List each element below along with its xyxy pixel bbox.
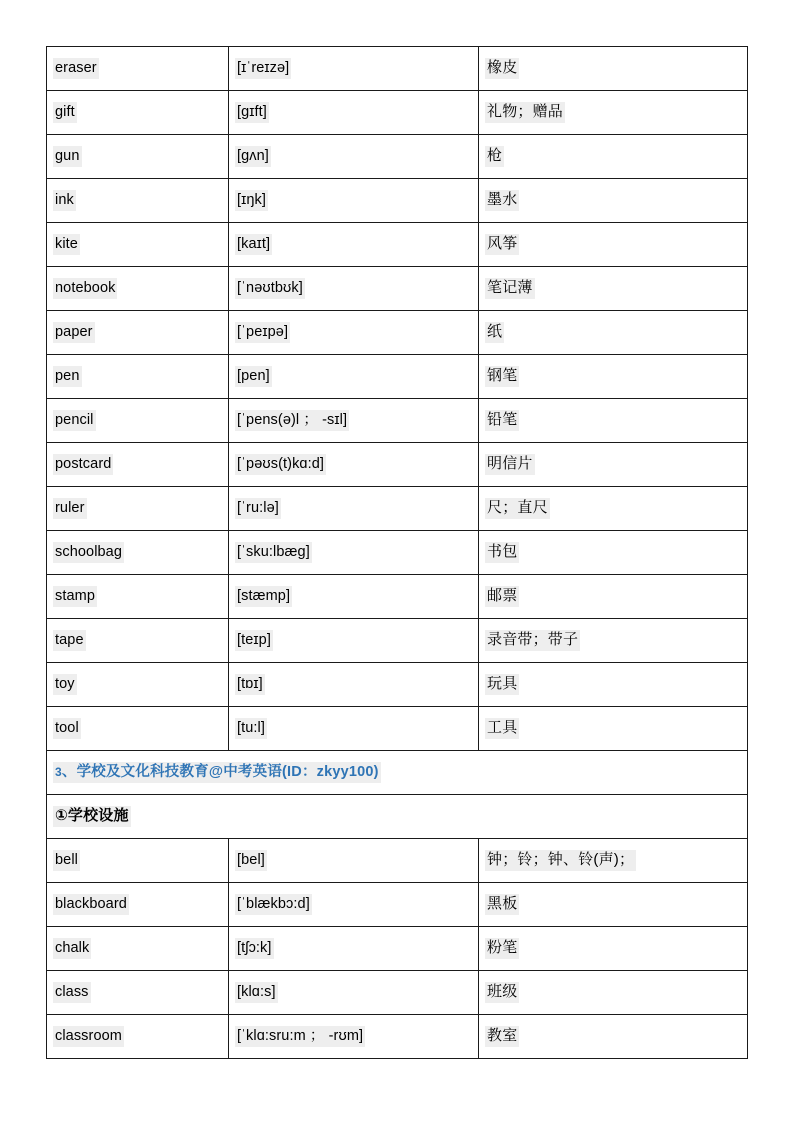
table-row — [47, 531, 748, 575]
word-text: class — [53, 982, 91, 1003]
cell-meaning — [479, 971, 748, 1015]
cell-phonetic — [229, 179, 479, 223]
word-text: chalk — [53, 938, 91, 959]
meaning-text: 礼物；赠品 — [485, 102, 565, 124]
word-text: ink — [53, 190, 76, 211]
cell-phonetic — [229, 47, 479, 91]
cell-phonetic — [229, 663, 479, 707]
word-text: notebook — [53, 278, 117, 299]
cell-phonetic — [229, 619, 479, 663]
meaning-text: 书包 — [485, 542, 519, 564]
table-row — [47, 355, 748, 399]
cell-phonetic — [229, 575, 479, 619]
phonetic-text: [stæmp] — [235, 586, 292, 607]
table-row — [47, 883, 748, 927]
cell-phonetic — [229, 223, 479, 267]
word-text: toy — [53, 674, 77, 695]
cell-meaning — [479, 179, 748, 223]
meaning-text: 钢笔 — [485, 366, 519, 388]
word-text: paper — [53, 322, 95, 343]
phonetic-text: [ˈpəʊs(t)kɑ:d] — [235, 454, 326, 475]
cell-meaning — [479, 839, 748, 883]
cell-phonetic — [229, 1015, 479, 1059]
cell-meaning — [479, 267, 748, 311]
cell-meaning — [479, 927, 748, 971]
cell-meaning — [479, 883, 748, 927]
cell-word — [47, 619, 229, 663]
phonetic-text: [ˈnəʊtbʊk] — [235, 278, 305, 299]
cell-meaning — [479, 663, 748, 707]
meaning-text: 邮票 — [485, 586, 519, 608]
cell-word — [47, 47, 229, 91]
meaning-text: 教室 — [485, 1026, 519, 1048]
cell-meaning — [479, 531, 748, 575]
section-heading-text — [53, 762, 381, 783]
word-text: blackboard — [53, 894, 129, 915]
word-text: tape — [53, 630, 86, 651]
cell-word — [47, 707, 229, 751]
section-heading-row — [47, 751, 748, 795]
table-row — [47, 443, 748, 487]
cell-word — [47, 663, 229, 707]
subsection-heading-row — [47, 795, 748, 839]
subsection-heading-text: ①学校设施 — [53, 806, 131, 828]
meaning-text: 工具 — [485, 718, 519, 740]
phonetic-text: [pen] — [235, 366, 272, 387]
cell-section-heading — [47, 751, 748, 795]
cell-meaning — [479, 399, 748, 443]
meaning-text: 粉笔 — [485, 938, 519, 960]
cell-word — [47, 575, 229, 619]
word-text: gun — [53, 146, 82, 167]
meaning-text: 尺；直尺 — [485, 498, 550, 520]
word-text: pen — [53, 366, 82, 387]
table-row — [47, 223, 748, 267]
cell-word — [47, 487, 229, 531]
table-row — [47, 311, 748, 355]
cell-word — [47, 839, 229, 883]
cell-phonetic — [229, 707, 479, 751]
cell-word — [47, 223, 229, 267]
word-text: stamp — [53, 586, 97, 607]
cell-word — [47, 971, 229, 1015]
cell-word — [47, 883, 229, 927]
vocabulary-table-body — [47, 47, 748, 1059]
cell-phonetic — [229, 399, 479, 443]
word-text: gift — [53, 102, 77, 123]
cell-meaning — [479, 443, 748, 487]
vocabulary-table — [46, 46, 748, 1059]
table-row — [47, 839, 748, 883]
cell-meaning — [479, 47, 748, 91]
cell-meaning — [479, 311, 748, 355]
cell-word — [47, 135, 229, 179]
cell-meaning — [479, 355, 748, 399]
cell-phonetic — [229, 267, 479, 311]
meaning-text: 枪 — [485, 146, 504, 168]
phonetic-text: [ˈblækbɔ:d] — [235, 894, 312, 915]
cell-phonetic — [229, 91, 479, 135]
phonetic-text: [gɪft] — [235, 102, 269, 123]
phonetic-text: [ˈklɑ:sru:m ； -rʊm] — [235, 1026, 365, 1047]
table-row — [47, 487, 748, 531]
word-text: postcard — [53, 454, 113, 475]
phonetic-text: [ɪŋk] — [235, 190, 268, 211]
table-row — [47, 619, 748, 663]
cell-word — [47, 91, 229, 135]
cell-word — [47, 531, 229, 575]
cell-meaning — [479, 223, 748, 267]
word-text: pencil — [53, 410, 96, 431]
phonetic-text: [gʌn] — [235, 146, 271, 167]
meaning-text: 墨水 — [485, 190, 519, 212]
meaning-text: 橡皮 — [485, 58, 519, 80]
cell-meaning — [479, 707, 748, 751]
cell-phonetic — [229, 135, 479, 179]
cell-phonetic — [229, 355, 479, 399]
phonetic-text: [teɪp] — [235, 630, 273, 651]
cell-phonetic — [229, 927, 479, 971]
cell-meaning — [479, 575, 748, 619]
table-row — [47, 135, 748, 179]
word-text: kite — [53, 234, 80, 255]
table-row — [47, 663, 748, 707]
cell-meaning — [479, 135, 748, 179]
phonetic-text: [ˈsku:lbæg] — [235, 542, 312, 563]
meaning-text: 班级 — [485, 982, 519, 1004]
cell-phonetic — [229, 883, 479, 927]
table-row — [47, 399, 748, 443]
table-row — [47, 267, 748, 311]
cell-word — [47, 355, 229, 399]
phonetic-text: [ˈpens(ə)l ； -sɪl] — [235, 410, 349, 431]
cell-phonetic — [229, 839, 479, 883]
meaning-text: 钟；铃；钟、铃(声)； — [485, 850, 636, 872]
meaning-text: 玩具 — [485, 674, 519, 696]
cell-meaning — [479, 619, 748, 663]
meaning-text: 明信片 — [485, 454, 535, 476]
cell-meaning — [479, 487, 748, 531]
phonetic-text: [bel] — [235, 850, 267, 871]
cell-phonetic — [229, 531, 479, 575]
word-text: schoolbag — [53, 542, 124, 563]
word-text: bell — [53, 850, 80, 871]
table-row — [47, 707, 748, 751]
table-row — [47, 91, 748, 135]
phonetic-text: [tʃɔ:k] — [235, 938, 274, 959]
cell-word — [47, 267, 229, 311]
phonetic-text: [ɪˈreɪzə] — [235, 58, 291, 79]
cell-word — [47, 927, 229, 971]
cell-phonetic — [229, 487, 479, 531]
table-row — [47, 179, 748, 223]
meaning-text: 纸 — [485, 322, 504, 344]
cell-phonetic — [229, 311, 479, 355]
meaning-text: 风筝 — [485, 234, 519, 256]
section-heading-label: 、学校及文化科技教育@中考英语(ID：zkyy100) — [61, 763, 379, 780]
cell-word — [47, 1015, 229, 1059]
meaning-text: 黑板 — [485, 894, 519, 916]
cell-phonetic — [229, 443, 479, 487]
cell-meaning — [479, 91, 748, 135]
word-text: tool — [53, 718, 81, 739]
cell-meaning — [479, 1015, 748, 1059]
table-row — [47, 1015, 748, 1059]
meaning-text: 录音带；带子 — [485, 630, 580, 652]
table-row — [47, 47, 748, 91]
cell-word — [47, 443, 229, 487]
table-row — [47, 575, 748, 619]
phonetic-text: [klɑ:s] — [235, 982, 278, 1003]
cell-word — [47, 399, 229, 443]
phonetic-text: [kaɪt] — [235, 234, 272, 255]
cell-phonetic — [229, 971, 479, 1015]
phonetic-text: [tɒɪ] — [235, 674, 265, 695]
cell-subsection-heading — [47, 795, 748, 839]
meaning-text: 笔记薄 — [485, 278, 535, 300]
word-text: ruler — [53, 498, 87, 519]
meaning-text: 铅笔 — [485, 410, 519, 432]
word-text: eraser — [53, 58, 99, 79]
phonetic-text: [ˈru:lə] — [235, 498, 281, 519]
table-row — [47, 927, 748, 971]
word-text: classroom — [53, 1026, 124, 1047]
cell-word — [47, 179, 229, 223]
table-row — [47, 971, 748, 1015]
phonetic-text: [ˈpeɪpə] — [235, 322, 290, 343]
section-heading-number: 3 — [55, 764, 62, 779]
phonetic-text: [tu:l] — [235, 718, 267, 739]
cell-word — [47, 311, 229, 355]
